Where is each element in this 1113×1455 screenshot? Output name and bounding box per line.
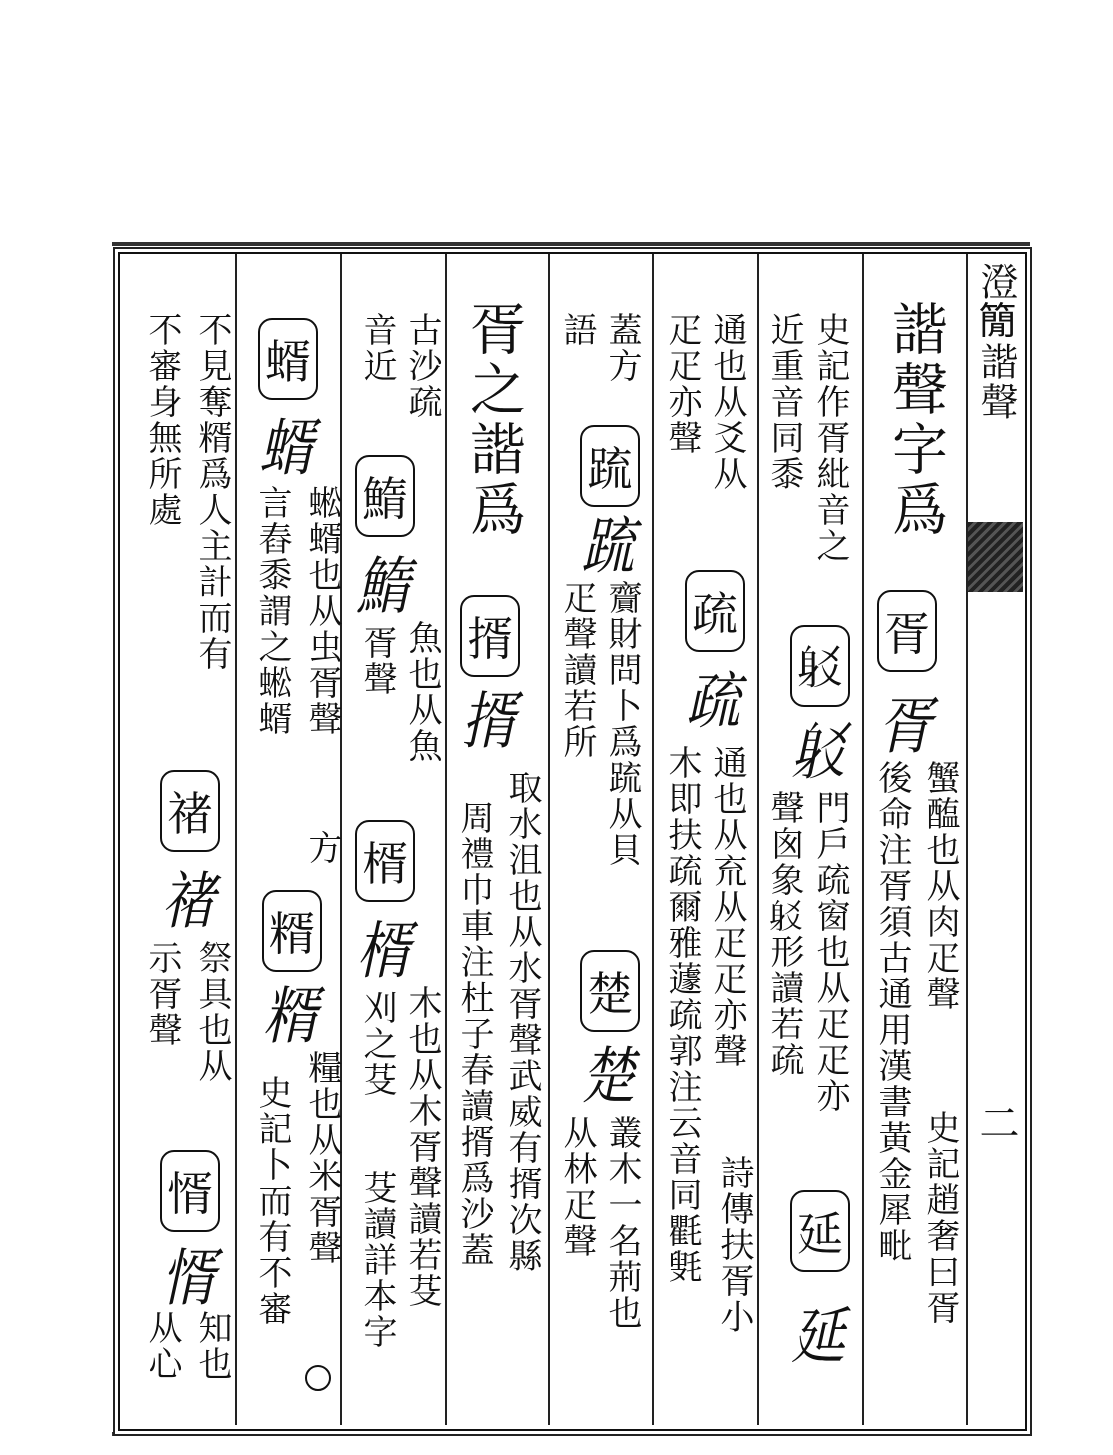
- book-title: 澄𥳑諧聲: [974, 262, 1018, 422]
- note-text: 聲囪象𨈠形讀若疏: [764, 790, 804, 1078]
- seal-script-glyph: 蝑: [259, 411, 313, 484]
- seal-script-glyph: 楚: [581, 1039, 635, 1112]
- seal-headword: 㥠: [160, 1150, 220, 1232]
- note-text: 从心: [142, 1310, 182, 1382]
- note-text: 言舂黍謂之蜙蝑: [252, 485, 292, 737]
- seal-headword: 䟽: [580, 425, 640, 507]
- note-text: 蟹醢也从肉疋聲: [920, 760, 960, 1012]
- column-rule: [548, 254, 550, 1425]
- note-text: 周禮巾車注杜子春讀揟爲沙蓋: [454, 800, 494, 1268]
- note-text: 方: [302, 830, 342, 866]
- main-heading: 諧聲字爲: [883, 300, 948, 540]
- note-text: 木也从木胥聲讀若芟: [402, 985, 442, 1309]
- note-text: 木即扶疏爾雅蘧疏郭注云音同氍㲣: [662, 745, 702, 1285]
- seal-headword: 糈: [262, 890, 322, 972]
- seal-script-glyph: 鰖: [356, 549, 410, 622]
- fish-tail-mark: [968, 522, 1023, 592]
- note-text: 魚也从魚: [402, 620, 442, 764]
- note-text: 取水沮也从水胥聲武威有揟次縣: [502, 770, 542, 1274]
- seal-script-glyph: 揟: [461, 684, 515, 757]
- page-number: 二: [973, 1102, 1019, 1142]
- column-rule: [757, 254, 759, 1425]
- seal-headword: 蝑: [258, 318, 318, 400]
- note-text: 从林疋聲: [557, 1115, 597, 1259]
- seal-headword: 揟: [460, 595, 520, 677]
- seal-headword: 胥: [877, 590, 937, 672]
- seal-headword: 延: [790, 1190, 850, 1272]
- note-text: 示胥聲: [142, 940, 182, 1048]
- note-text: 刈之芟: [357, 990, 397, 1098]
- note-text: 門戶疏窗也从疋疋亦: [810, 790, 850, 1114]
- page-top-edge: [112, 242, 1030, 246]
- main-heading: 胥之諧爲: [461, 300, 526, 540]
- seal-script-glyph: 疏: [686, 664, 740, 737]
- note-text: 音近: [357, 312, 397, 384]
- note-text: 疋疋亦聲: [662, 312, 702, 456]
- note-text: 不審身無所處: [142, 312, 182, 528]
- note-text: 史記卜而有不審: [252, 1075, 292, 1327]
- seal-script-glyph: 䟽: [581, 509, 635, 582]
- note-text: 史記作胥紕音之: [810, 312, 850, 564]
- column-rule: [652, 254, 654, 1425]
- page-bottom-edge: [112, 1432, 1030, 1436]
- column-rule: [862, 254, 864, 1425]
- note-text: 通也从㐬从疋疋亦聲: [707, 745, 747, 1069]
- note-text: 語: [557, 312, 597, 348]
- seal-script-glyph: 糈: [263, 979, 317, 1052]
- note-text: 疋聲讀若所: [557, 580, 597, 760]
- note-text: 芟讀詳本字: [357, 1170, 397, 1350]
- note-text: 叢木一名荊也: [602, 1115, 642, 1331]
- seal-headword: 楚: [580, 950, 640, 1032]
- seal-script-glyph: 胥: [878, 689, 932, 762]
- note-text: 蓋方: [602, 312, 642, 384]
- seal-script-glyph: 禇: [161, 864, 215, 937]
- seal-headword: 禇: [160, 770, 220, 852]
- seal-headword: 疏: [685, 570, 745, 652]
- circle-mark: [305, 1365, 331, 1391]
- seal-script-glyph: 𨈠: [791, 716, 845, 789]
- note-text: 糧也从米胥聲: [302, 1050, 342, 1266]
- seal-headword: 𨈠: [790, 625, 850, 707]
- note-text: 近重音同黍: [764, 312, 804, 492]
- seal-script-glyph: 楈: [356, 914, 410, 987]
- note-text: 齎財問卜爲䟽从貝: [602, 580, 642, 868]
- note-text: 後命注胥須古通用漢書黃金犀毗: [872, 760, 912, 1264]
- note-text: 不見奪糈爲人主計而有: [192, 312, 232, 672]
- note-text: 蜙蝑也从虫胥聲: [302, 485, 342, 737]
- note-text: 祭具也从: [192, 940, 232, 1084]
- note-text: 胥聲: [357, 625, 397, 697]
- fold-column: [968, 254, 1023, 1425]
- seal-headword: 鰖: [355, 455, 415, 537]
- column-rule: [235, 254, 237, 1425]
- seal-script-glyph: 延: [791, 1299, 845, 1372]
- note-text: 古沙疏: [402, 312, 442, 420]
- note-text: 詩傳扶胥小: [714, 1155, 754, 1335]
- column-rule: [445, 254, 447, 1425]
- note-text: 知也: [192, 1310, 232, 1382]
- seal-headword: 楈: [355, 820, 415, 902]
- note-text: 通也从爻从: [707, 312, 747, 492]
- note-text: 史記趙奢曰胥: [920, 1110, 960, 1326]
- seal-script-glyph: 㥠: [161, 1241, 215, 1314]
